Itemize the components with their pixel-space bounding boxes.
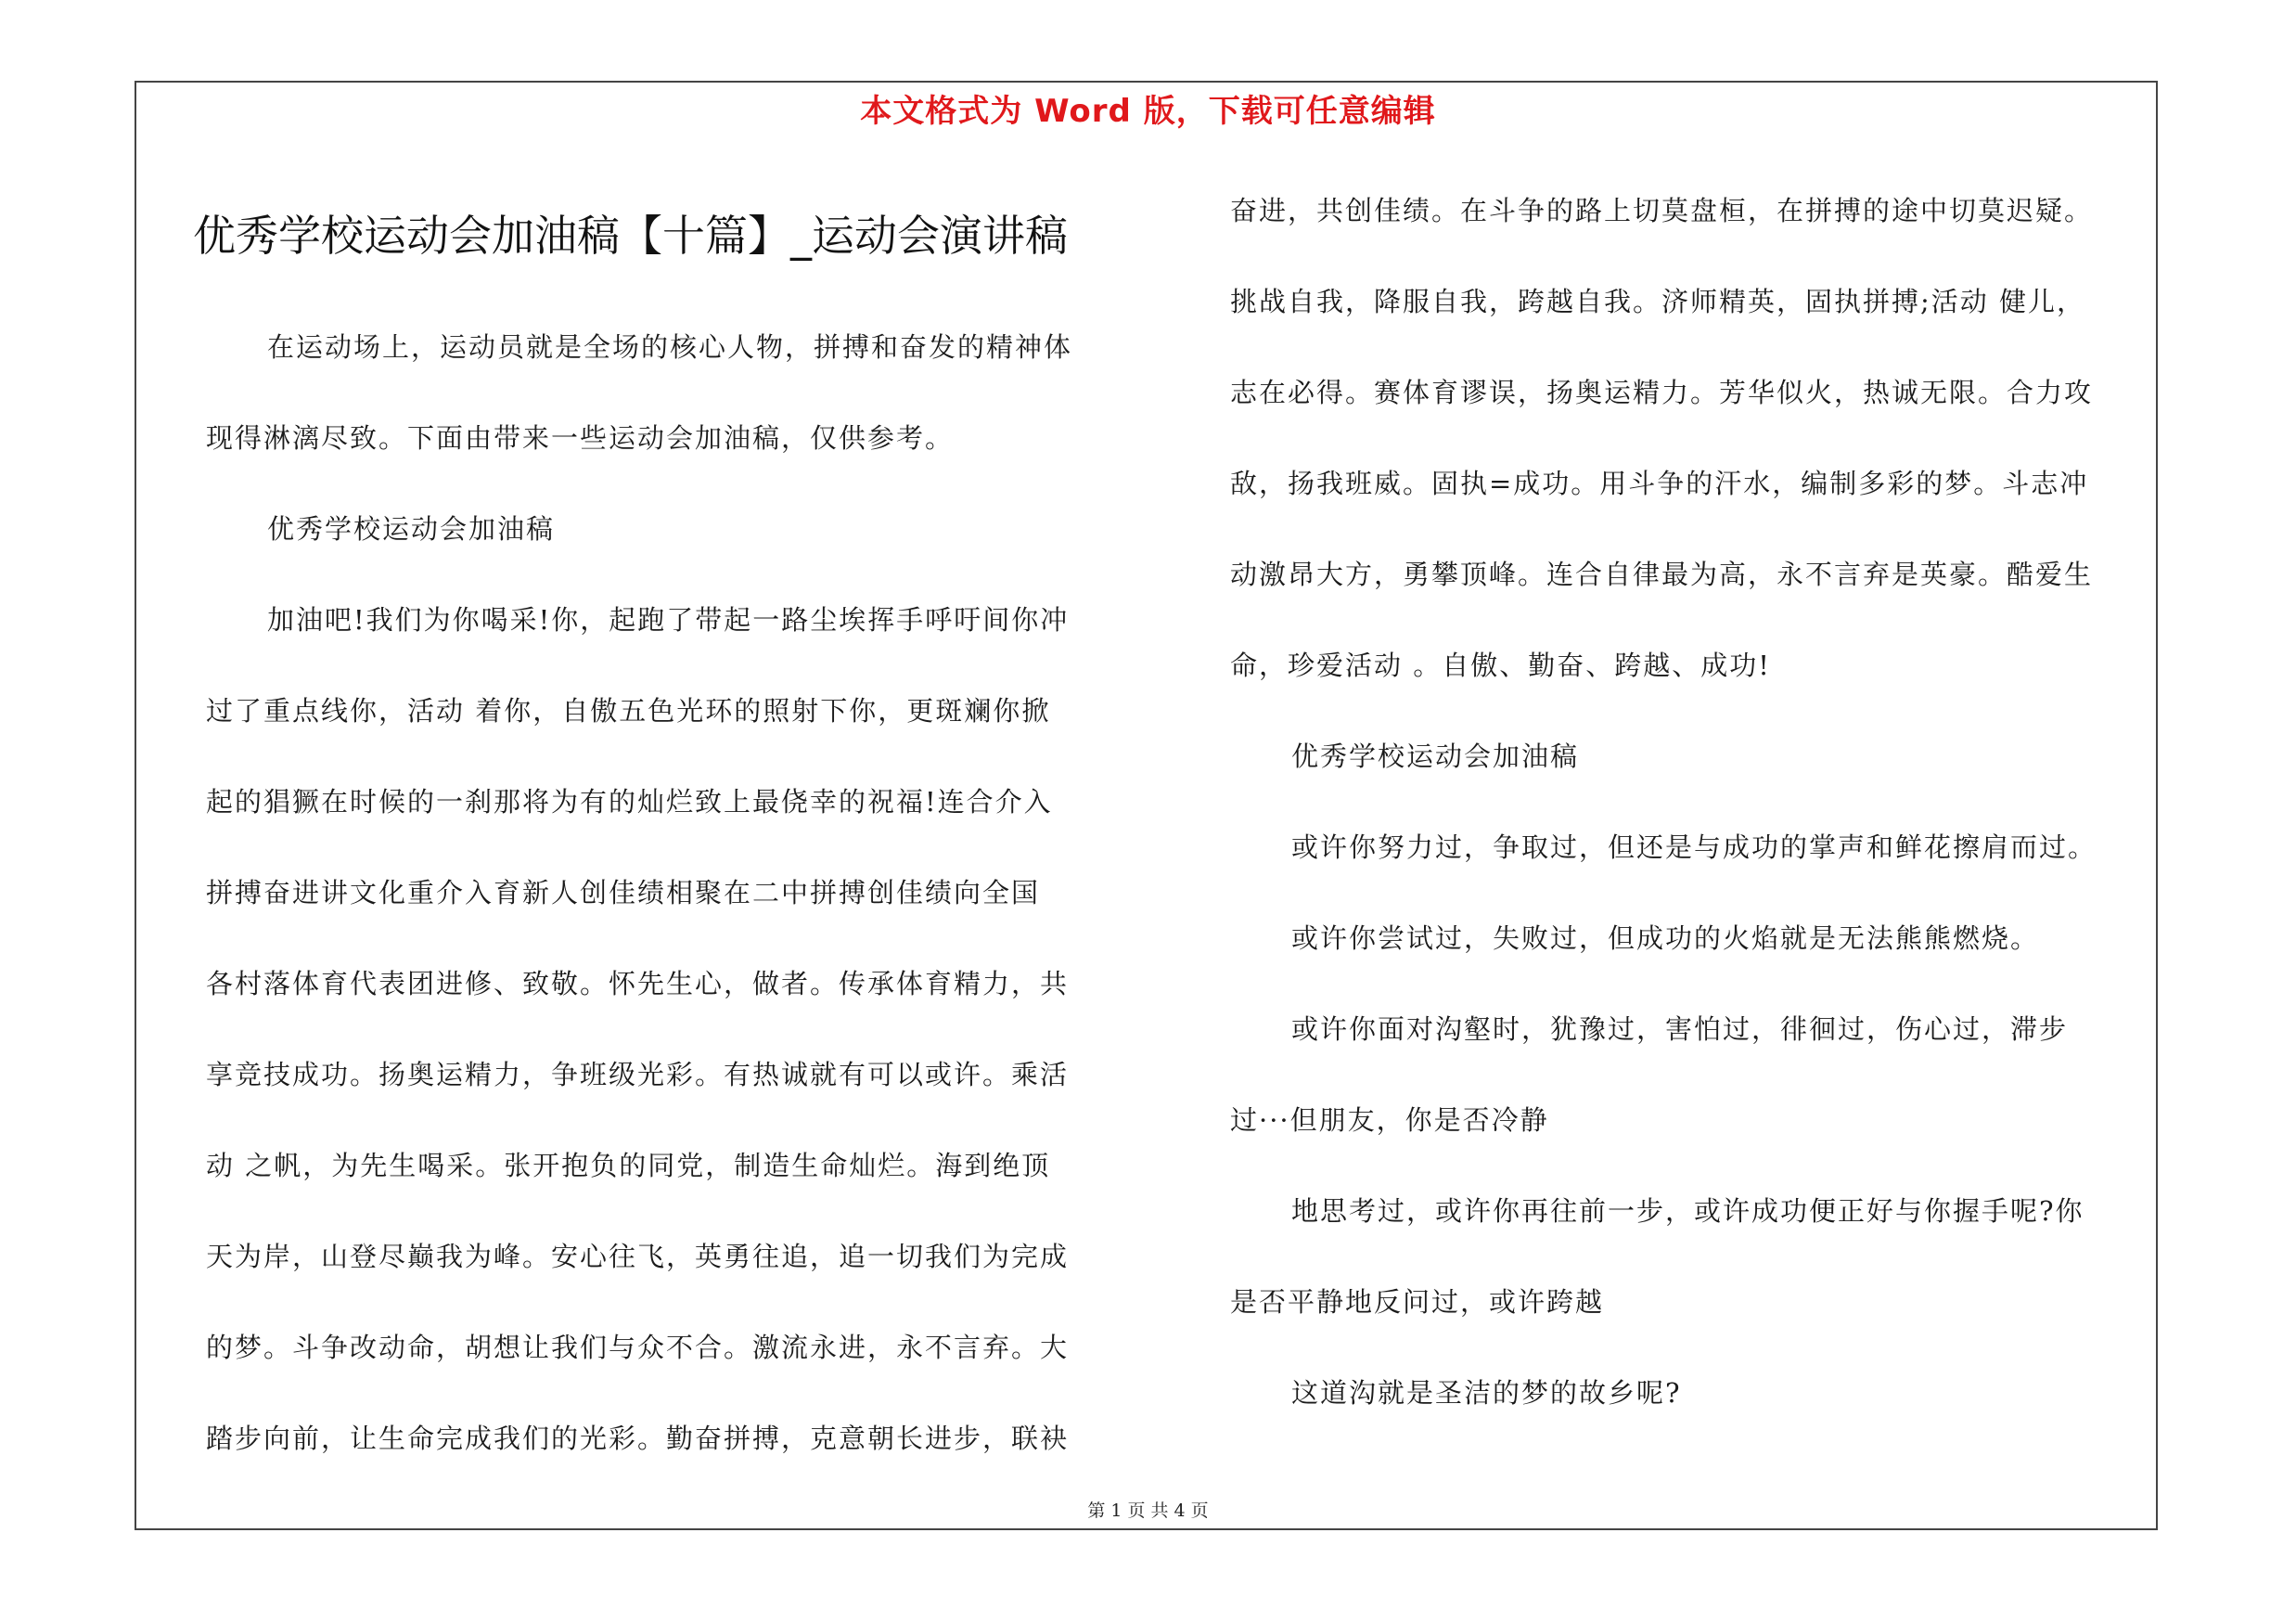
paragraph-line: 享竞技成功。扬奥运精力，争班级光彩。有热诚就有可以或许。乘活 (206, 1059, 1070, 1090)
paragraph-line: 在运动场上，运动员就是全场的核心人物，拼搏和奋发的精神体 (267, 331, 1073, 363)
paragraph-line: 过···但朋友，你是否冷静 (1230, 1104, 1549, 1136)
left-column (206, 302, 1134, 1484)
paragraph-line: 各村落体育代表团进修、致敬。怀先生心，做者。传承体育精力，共 (206, 968, 1070, 999)
paragraph-line: 现得淋漓尽致。下面由带来一些运动会加油稿，仅供参考。 (206, 422, 955, 454)
paragraph-line: 敌，扬我班威。固执=成功。用斗争的汗水，编制多彩的梦。斗志冲 (1230, 468, 2089, 499)
paragraph-line: 或许你努力过，争取过，但还是与成功的掌声和鲜花擦肩而过。 (1291, 831, 2097, 863)
paragraph-line: 或许你尝试过，失败过，但成功的火焰就是无法熊熊燃烧。 (1291, 922, 2040, 954)
document-title: 优秀学校运动会加油稿【十篇】_运动会演讲稿 (193, 211, 1068, 261)
paragraph-line: 地思考过，或许你再往前一步，或许成功便正好与你握手呢?你 (1291, 1195, 2084, 1227)
paragraph-line: 动 之帆，为先生喝采。张开抱负的同党，制造生命灿烂。海到绝顶 (206, 1150, 1051, 1181)
paragraph-line: 志在必得。赛体育谬误，扬奥运精力。芳华似火，热诚无限。合力攻 (1230, 377, 2094, 408)
paragraph-line: 过了重点线你，活动 着你，自傲五色光环的照射下你，更斑斓你掀 (206, 695, 1051, 727)
paragraph-line: 的梦。斗争改动命，胡想让我们与众不合。激流永进，永不言弃。大 (206, 1332, 1070, 1363)
paragraph-line: 动激昂大方，勇攀顶峰。连合自律最为高，永不言弃是英豪。酷爱生 (1230, 559, 2094, 590)
word-format-banner: 本文格式为 Word 版，下载可任意编辑 (860, 93, 1436, 130)
section-heading: 优秀学校运动会加油稿 (1291, 741, 1580, 772)
paragraph-line: 命，珍爱活动 。自傲、勤奋、跨越、成功! (1230, 650, 1771, 681)
paragraph-line: 奋进，共创佳绩。在斗争的路上切莫盘桓，在拼搏的途中切莫迟疑。 (1230, 195, 2094, 226)
paragraph-line: 踏步向前，让生命完成我们的光彩。勤奋拼搏，克意朝长进步，联袂 (206, 1423, 1070, 1454)
page-number-footer: 第 1 页 共 4 页 (1087, 1501, 1209, 1521)
paragraph-line: 加油吧!我们为你喝采!你，起跑了带起一路尘埃挥手呼吁间你冲 (267, 604, 1070, 636)
paragraph-line: 或许你面对沟壑时，犹豫过，害怕过，徘徊过，伤心过，滞步 (1291, 1013, 2069, 1045)
section-heading: 优秀学校运动会加油稿 (267, 513, 556, 545)
paragraph-line: 是否平静地反问过，或许跨越 (1230, 1286, 1605, 1318)
paragraph-line: 起的猖獗在时候的一刹那将为有的灿烂致上最侥幸的祝福!连合介入 (206, 786, 1053, 818)
paragraph-line: 这道沟就是圣洁的梦的故乡呢? (1291, 1377, 1682, 1409)
paragraph-line: 天为岸，山登尽巅我为峰。安心往飞，英勇往追，追一切我们为完成 (206, 1241, 1070, 1272)
right-column (1230, 165, 2176, 1438)
paragraph-line: 挑战自我，降服自我，跨越自我。济师精英，固执拼搏;活动 健儿， (1230, 286, 2085, 317)
paragraph-line: 拼搏奋进讲文化重介入育新人创佳绩相聚在二中拼搏创佳绩向全国 (206, 877, 1041, 908)
